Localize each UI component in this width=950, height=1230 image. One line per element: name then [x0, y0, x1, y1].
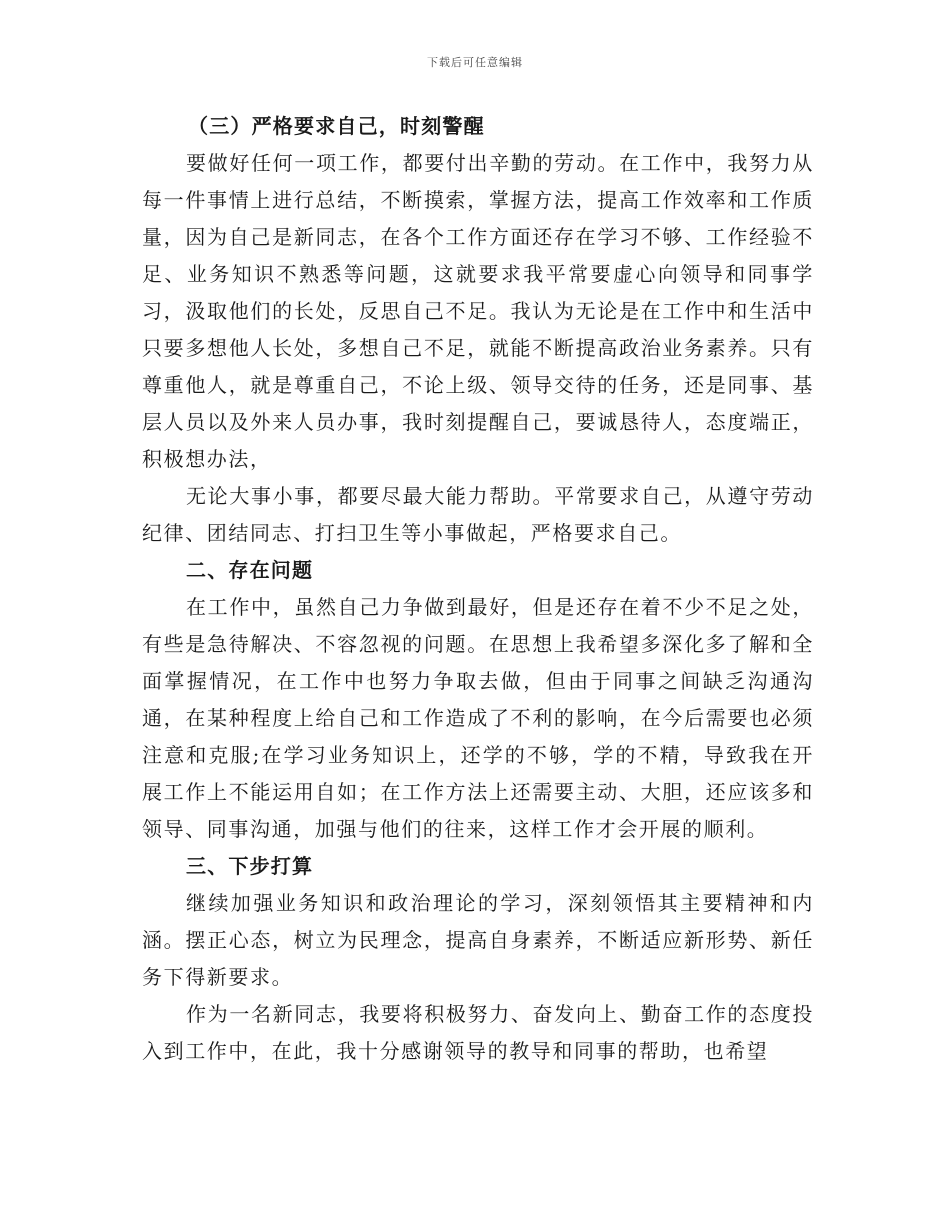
paragraph: 无论大事小事，都要尽最大能力帮助。平常要求自己，从遵守劳动纪律、团结同志、打扫卫生等小事做起，严格要求自己。: [142, 484, 814, 545]
section-heading-discipline: （三）严格要求自己，时刻警醒: [188, 114, 485, 138]
document-body: [142, 108, 814, 1070]
section-heading-plan: 三、下步打算: [186, 854, 314, 878]
section-heading-problems: 二、存在问题: [186, 558, 314, 582]
paragraph: 在工作中，虽然自己力争做到最好，但是还存在着不少不足之处，有些是急待解决、不容忽视的问题。在思想上我希望多深化多了解和全面掌握情况，在工作中也努力争取去做，但由于同事之间缺乏沟通沟通，在某种程度上给自己和工作造成了不利的影响，在今后需要也必须注意和克服;在学习业务知识上，还学的不够，学的不精，导致我在开展工作上不能运用自如；在工作方法上还需要主动、大胆，还应该多和领导、同事沟通，加强与他们的往来，这样工作才会开展的顺利。: [142, 595, 814, 841]
paragraph: 作为一名新同志，我要将积极努力、奋发向上、勤奋工作的态度投入到工作中，在此，我十分感谢领导的教导和同事的帮助，也希望: [142, 1002, 814, 1063]
paragraph: 要做好任何一项工作，都要付出辛勤的劳动。在工作中，我努力从每一件事情上进行总结，不断摸索，掌握方法，提高工作效率和工作质量，因为自己是新同志，在各个工作方面还存在学习不够、工作经验不足、业务知识不熟悉等问题，这就要求我平常要虚心向领导和同事学习，汲取他们的长处，反思自己不足。我认为无论是在工作中和生活中只要多想他人长处，多想自己不足，就能不断提高政治业务素养。只有尊重他人，就是尊重自己，不论上级、领导交待的任务，还是同事、基层人员以及外来人员办事，我时刻提醒自己，要诚恳待人，态度端正，积极想办法，: [142, 151, 814, 471]
paragraph: 继续加强业务知识和政治理论的学习，深刻领悟其主要精神和内涵。摆正心态，树立为民理念，提高自身素养，不断适应新形势、新任务下得新要求。: [142, 891, 814, 989]
page-header-note: 下载后可任意编辑: [427, 56, 523, 69]
